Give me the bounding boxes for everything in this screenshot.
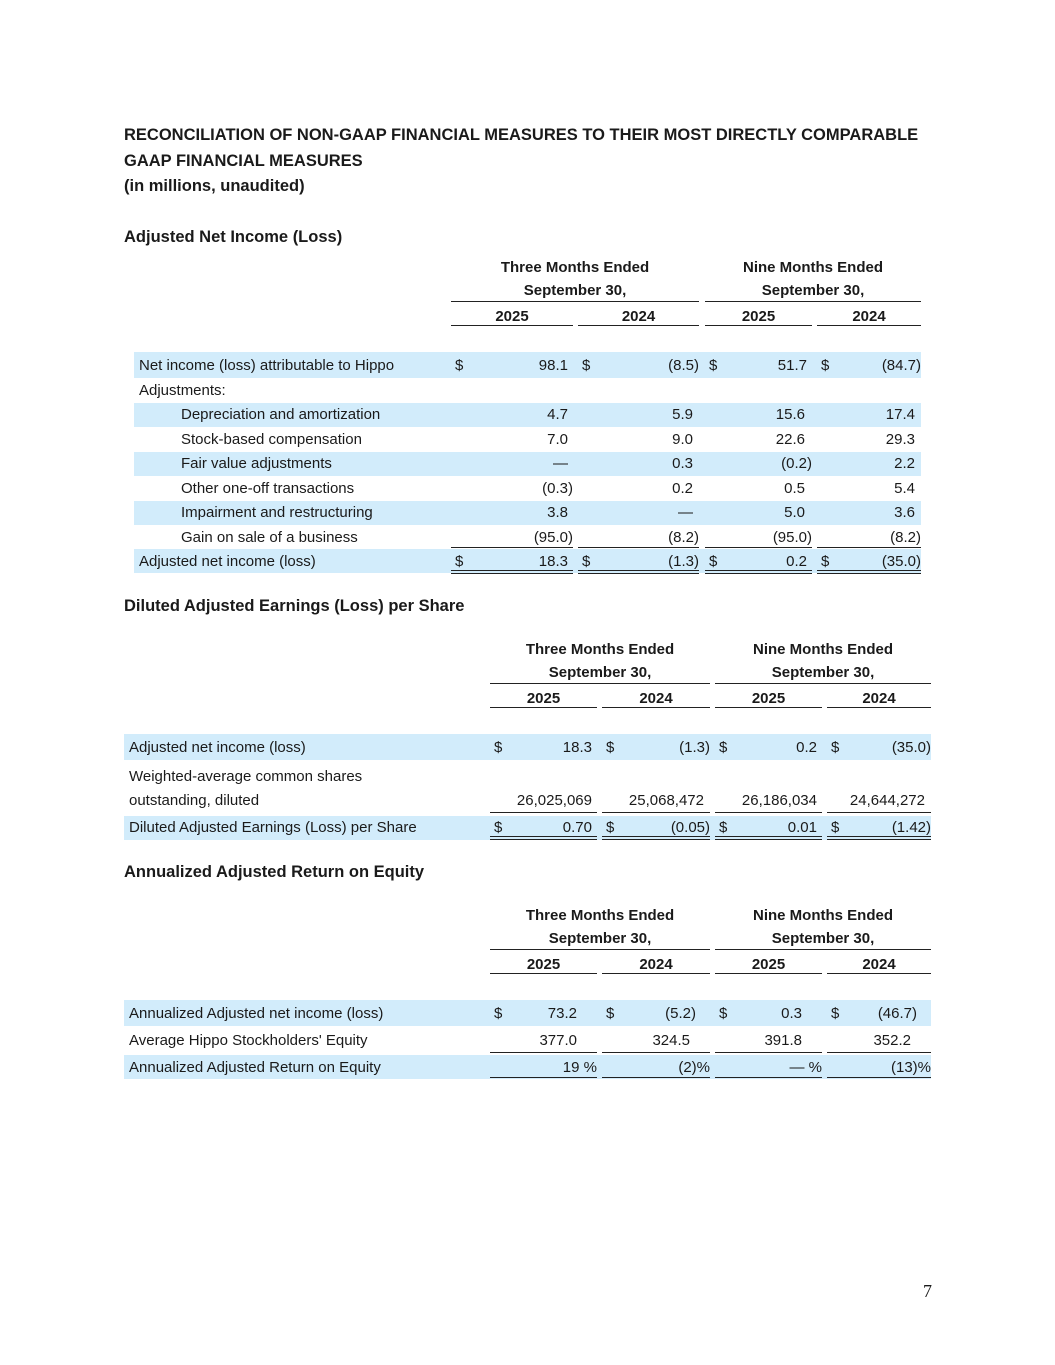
currency-symbol: $ [821, 357, 830, 374]
total-double-underline [490, 836, 597, 837]
cell-value: 5.9 [672, 406, 693, 423]
total-double-underline [715, 836, 822, 837]
subtotal-underline [578, 547, 699, 548]
subtotal-underline [490, 1052, 597, 1053]
cell-value: 0.2 [796, 739, 817, 756]
year-underline [705, 325, 812, 326]
period-header-three-months: Three Months Ended September 30, [525, 907, 675, 947]
total-double-underline [705, 573, 812, 574]
currency-symbol: $ [709, 553, 718, 570]
cell-value: 25,068,472 [628, 792, 704, 809]
period-underline [705, 301, 921, 302]
cell-value: 22.6 [775, 431, 805, 448]
total-double-underline [602, 839, 710, 840]
year-underline [715, 973, 822, 974]
total-double-underline [451, 570, 573, 571]
currency-symbol: $ [494, 819, 503, 836]
total-double-underline [578, 570, 699, 571]
currency-symbol: $ [831, 739, 840, 756]
subtotal-underline [715, 1052, 822, 1053]
row-label: Other one-off transactions [181, 480, 355, 497]
year-header: 2024 [621, 308, 656, 325]
total-double-underline [705, 570, 812, 571]
currency-symbol: $ [606, 1005, 615, 1022]
cell-value: (46.7) [877, 1005, 917, 1022]
total-double-underline [602, 836, 710, 837]
cell-value: (1.3) [668, 553, 699, 570]
row-label: Adjusted net income (loss) [139, 553, 316, 570]
total-double-underline [715, 839, 822, 840]
currency-symbol: $ [582, 553, 591, 570]
cell-value: — [553, 455, 568, 472]
cell-value: 4.7 [547, 406, 568, 423]
cell-value: (95.0) [533, 529, 573, 546]
cell-value: 18.3 [538, 553, 568, 570]
cell-value: (8.2) [890, 529, 921, 546]
cell-value: 0.3 [672, 455, 693, 472]
section-title-diluted-eps: Diluted Adjusted Earnings (Loss) per Share [124, 597, 465, 615]
cell-value: 15.6 [775, 406, 805, 423]
cell-value: 7.0 [547, 431, 568, 448]
currency-symbol: $ [455, 357, 464, 374]
year-underline [578, 325, 699, 326]
cell-value: 3.8 [547, 504, 568, 521]
cell-value: (0.05) [670, 819, 710, 836]
subtotal-underline [490, 812, 597, 813]
currency-symbol: $ [455, 553, 464, 570]
currency-symbol: $ [831, 1005, 840, 1022]
cell-value: 0.01 [787, 819, 817, 836]
currency-symbol: $ [494, 1005, 503, 1022]
year-header: 2024 [639, 690, 673, 707]
currency-symbol: $ [494, 739, 503, 756]
period-underline [715, 949, 931, 950]
currency-symbol: $ [831, 819, 840, 836]
cell-value: 352.2 [873, 1032, 911, 1049]
row-label: Fair value adjustments [181, 455, 332, 472]
currency-symbol: $ [719, 819, 728, 836]
cell-value: 73.2 [547, 1005, 577, 1022]
total-double-underline [451, 573, 573, 574]
row-label: Net income (loss) attributable to Hippo [139, 357, 395, 374]
period-header-nine-months: Nine Months Ended September 30, [753, 907, 893, 947]
cell-value: 0.70 [562, 819, 592, 836]
cell-value: 2.2 [894, 455, 915, 472]
row-label: Diluted Adjusted Earnings (Loss) per Share [129, 819, 417, 836]
subtotal-underline [602, 1052, 710, 1053]
cell-value: — % [789, 1059, 822, 1076]
year-header: 2024 [639, 956, 673, 973]
row-label: Annualized Adjusted Return on Equity [129, 1059, 381, 1076]
year-header: 2025 [495, 308, 529, 325]
year-underline [490, 973, 597, 974]
total-double-underline [817, 570, 921, 571]
subtotal-underline [827, 812, 931, 813]
year-underline [827, 707, 931, 708]
row-label-continued: outstanding, diluted [129, 792, 260, 809]
report-subtitle: (in millions, unaudited) [124, 177, 305, 195]
row-label: Adjustments: [139, 382, 226, 399]
report-title-line-1: RECONCILIATION OF NON-GAAP FINANCIAL MEASURES TO THEIR MOST DIRECTLY COMPARABLE [124, 126, 919, 144]
period-underline [715, 683, 931, 684]
year-underline [817, 325, 921, 326]
period-header-nine-months: Nine Months Ended September 30, [743, 259, 883, 299]
subtotal-underline [715, 812, 822, 813]
cell-value: 19 % [562, 1059, 597, 1076]
period-header-three-months: Three Months Ended September 30, [525, 641, 675, 681]
subtotal-underline [451, 547, 573, 548]
year-header: 2024 [862, 956, 896, 973]
year-underline [602, 973, 710, 974]
section-title-annualized-roe: Annualized Adjusted Return on Equity [124, 863, 425, 881]
period-underline [490, 683, 710, 684]
total-underline [490, 1077, 597, 1078]
currency-symbol: $ [582, 357, 591, 374]
cell-value: 0.5 [784, 480, 805, 497]
cell-value: (2)% [678, 1059, 710, 1076]
currency-symbol: $ [719, 1005, 728, 1022]
cell-value: (35.0) [881, 553, 921, 570]
cell-value: 26,025,069 [516, 792, 592, 809]
cell-value: 9.0 [672, 431, 693, 448]
cell-value: (13)% [890, 1059, 931, 1076]
total-double-underline [827, 839, 931, 840]
cell-value: (5.2) [665, 1005, 696, 1022]
cell-value: (0.2) [781, 455, 812, 472]
row-label: Weighted-average common shares [129, 768, 363, 785]
cell-value: (0.3) [542, 480, 573, 497]
cell-value: (35.0) [891, 739, 931, 756]
subtotal-underline [602, 812, 710, 813]
row-label: Gain on sale of a business [181, 529, 358, 546]
subtotal-underline [817, 547, 921, 548]
period-underline [451, 301, 699, 302]
cell-value: (95.0) [772, 529, 812, 546]
currency-symbol: $ [606, 819, 615, 836]
row-label: Adjusted net income (loss) [129, 739, 306, 756]
year-header: 2024 [862, 690, 896, 707]
subtotal-underline [705, 547, 812, 548]
row-label: Depreciation and amortization [181, 406, 381, 423]
cell-value: (84.7) [881, 357, 921, 374]
currency-symbol: $ [709, 357, 718, 374]
year-underline [827, 973, 931, 974]
year-header: 2024 [852, 308, 886, 325]
cell-value: 26,186,034 [741, 792, 817, 809]
cell-value: 18.3 [562, 739, 592, 756]
report-title-line-2: GAAP FINANCIAL MEASURES [124, 151, 363, 170]
cell-value: 391.8 [764, 1032, 802, 1049]
cell-value: 3.6 [894, 504, 915, 521]
cell-value: 29.3 [885, 431, 915, 448]
currency-symbol: $ [719, 739, 728, 756]
row-label: Average Hippo Stockholders' Equity [129, 1032, 368, 1049]
period-underline [490, 949, 710, 950]
year-header: 2025 [741, 308, 776, 325]
cell-value: 98.1 [538, 357, 568, 374]
row-label: Impairment and restructuring [181, 504, 373, 521]
year-header: 2025 [526, 956, 561, 973]
row-label: Stock-based compensation [181, 431, 362, 448]
cell-value: 0.3 [781, 1005, 802, 1022]
period-header-three-months: Three Months Ended September 30, [500, 259, 650, 299]
total-double-underline [827, 836, 931, 837]
year-header: 2025 [526, 690, 561, 707]
cell-value: — [678, 504, 693, 521]
year-underline [715, 707, 822, 708]
year-underline [451, 325, 573, 326]
total-underline [715, 1077, 822, 1078]
year-header: 2025 [751, 956, 786, 973]
period-header-nine-months: Nine Months Ended September 30, [753, 641, 893, 681]
cell-value: 24,644,272 [849, 792, 925, 809]
cell-value: 51.7 [777, 357, 807, 374]
total-double-underline [817, 573, 921, 574]
cell-value: 324.5 [652, 1032, 690, 1049]
year-header: 2025 [751, 690, 786, 707]
cell-value: 0.2 [672, 480, 693, 497]
cell-value: (1.42) [891, 819, 931, 836]
total-underline [827, 1077, 931, 1078]
total-double-underline [578, 573, 699, 574]
currency-symbol: $ [606, 739, 615, 756]
cell-value: 0.2 [786, 553, 807, 570]
section-title-adjusted-net-income: Adjusted Net Income (Loss) [124, 228, 343, 246]
cell-value: (8.2) [668, 529, 699, 546]
cell-value: 377.0 [539, 1032, 577, 1049]
cell-value: (8.5) [668, 357, 699, 374]
total-underline [602, 1077, 710, 1078]
cell-value: 17.4 [885, 406, 915, 423]
total-double-underline [490, 839, 597, 840]
cell-value: 5.0 [784, 504, 805, 521]
year-underline [490, 707, 597, 708]
page-number: 7 [923, 1281, 932, 1301]
report-title [124, 123, 918, 200]
subtotal-underline [827, 1052, 931, 1053]
year-underline [602, 707, 710, 708]
cell-value: 5.4 [894, 480, 915, 497]
row-label: Annualized Adjusted net income (loss) [129, 1005, 384, 1022]
currency-symbol: $ [821, 553, 830, 570]
cell-value: (1.3) [679, 739, 710, 756]
